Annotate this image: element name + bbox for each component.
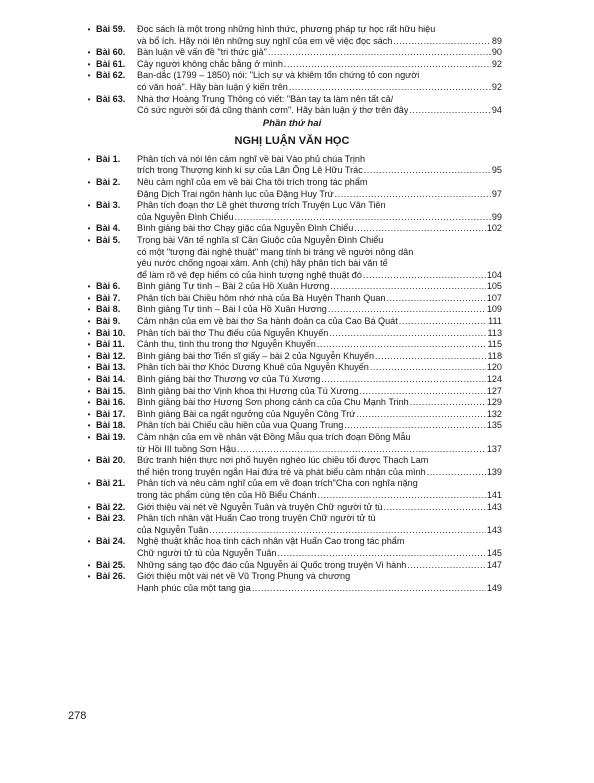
dot-leader (384, 502, 486, 514)
entry-text (137, 177, 502, 200)
dot-leader (354, 223, 486, 235)
entry-line-text: Bình giảng bài thơ Chạy giặc của Nguyễn Đình Chiểu (137, 223, 354, 234)
bullet-icon: • (87, 25, 91, 34)
bullet-icon: • (87, 572, 91, 582)
toc-entry (82, 94, 502, 117)
toc-list-literary-essays (82, 154, 502, 595)
entry-number: Bài 25. (96, 559, 126, 570)
entry-text (137, 351, 502, 363)
bullet-icon: • (87, 433, 91, 442)
entry-number: Bài 18. (96, 420, 126, 431)
entry-number: Bài 15. (96, 385, 126, 396)
entry-line (137, 154, 502, 166)
dot-leader (237, 444, 486, 456)
entry-line (137, 455, 502, 467)
entry-line (137, 490, 502, 502)
entry-text (137, 235, 502, 281)
part-title: Phần thứ hai (262, 117, 322, 129)
entry-page-number: 118 (487, 350, 502, 361)
entry-number: Bài 5. (96, 234, 121, 245)
entry-text (137, 328, 502, 340)
toc-entry (82, 304, 502, 316)
toc-entry (82, 455, 502, 478)
entry-text (137, 536, 502, 559)
bullet-icon: • (87, 224, 91, 234)
entry-line (137, 339, 502, 351)
entry-page-number: 107 (486, 292, 502, 303)
toc-entry (82, 362, 502, 374)
dot-leader (409, 105, 490, 117)
bullet-icon: • (87, 48, 91, 58)
entry-line-text: Cảm nhận của em về bài thơ Sa hành đoản ca của Cao Bá Quát (137, 316, 398, 327)
entry-line (137, 409, 502, 421)
entry-line (137, 502, 502, 514)
entry-line (137, 328, 502, 340)
page-number: 278 (68, 710, 87, 722)
entry-line (137, 536, 502, 548)
entry-line-text: Giới thiệu vài nét về Nguyễn Tuân và truyện Chữ người tử tù (137, 501, 383, 512)
entry-line-text: Nhà thơ Hoàng Trung Thông có viết: "Bàn tay ta làm nên tất cả/ (137, 93, 394, 104)
entry-page-number: 89 (491, 35, 502, 46)
entry-page-number: 135 (486, 420, 502, 431)
bullet-icon: • (87, 59, 91, 69)
entry-number: Bài 22. (96, 501, 126, 512)
entry-line-text: Bình giảng bài thơ Tiến sĩ giấy – bài 2 của Nguyễn Khuyến (137, 350, 375, 361)
entry-line-text: Ban-dắc (1799 – 1850) nói: "Lịch sự và khiêm tốn chứng tỏ con người (137, 70, 420, 81)
entry-line (137, 560, 502, 572)
entry-line (137, 47, 502, 59)
toc-list-part-one (82, 24, 502, 117)
entry-line-text: của Nguyễn Đình Chiểu (137, 211, 234, 222)
bullet-icon: • (87, 328, 91, 338)
toc-entry (82, 420, 502, 432)
entry-text (137, 362, 502, 374)
entry-page-number: 92 (491, 81, 502, 92)
bullet-icon: • (87, 235, 91, 245)
toc-entry (82, 409, 502, 421)
entry-line-text: Bình giảng bài thơ Vịnh khoa thi Hương của Tú Xương (137, 385, 359, 396)
entry-text (137, 374, 502, 386)
entry-line (137, 571, 502, 583)
toc-entry (82, 281, 502, 293)
entry-text (137, 339, 502, 351)
entry-page-number: 109 (486, 304, 502, 315)
entry-line-text: yêu nước chống ngoại xâm. Anh (chị) hãy phân tích bài văn tế (137, 258, 388, 269)
entry-line-text: Bình giảng bài thơ Thương vợ của Tú Xương (137, 374, 321, 385)
bullet-icon: • (87, 282, 91, 292)
toc-entry (82, 386, 502, 398)
entry-number: Bài 60. (96, 47, 126, 58)
bullet-icon: • (87, 560, 91, 570)
entry-text (137, 94, 502, 117)
entry-line (137, 386, 502, 398)
entry-line-text: có một "tượng đài nghệ thuật" mang tính bi tráng về người nông dân (137, 246, 414, 257)
entry-line (137, 177, 502, 189)
toc-entry (82, 47, 502, 59)
dot-leader (317, 490, 485, 502)
dot-leader (317, 339, 487, 351)
entry-line (137, 478, 502, 490)
entry-line (137, 212, 502, 224)
entry-number: Bài 21. (96, 478, 126, 489)
entry-text (137, 513, 502, 536)
entry-text (137, 420, 502, 432)
entry-line (137, 397, 502, 409)
toc-entry (82, 293, 502, 305)
entry-line-text: để làm rõ vẻ đẹp hiếm có của hình tượng nghệ thuật đó (137, 269, 362, 280)
toc-entry (82, 374, 502, 386)
entry-line-text: của Nguyễn Tuân (137, 524, 209, 535)
dot-leader (330, 281, 485, 293)
table-of-contents (82, 24, 502, 594)
entry-number: Bài 11. (96, 339, 125, 350)
entry-page-number: 90 (491, 47, 502, 58)
entry-line (137, 70, 502, 82)
entry-number: Bài 20. (96, 455, 126, 466)
entry-line-text: Đặng Dịch Trai ngôn hành lục của Đặng Huy Trứ (137, 188, 334, 199)
toc-entry (82, 339, 502, 351)
entry-page-number: 143 (486, 524, 502, 535)
entry-page-number: 95 (491, 165, 502, 176)
dot-leader (427, 467, 486, 479)
dot-leader (399, 316, 487, 328)
toc-entry (82, 316, 502, 328)
entry-line (137, 36, 502, 48)
entry-line (137, 420, 502, 432)
entry-number: Bài 3. (96, 200, 121, 211)
entry-page-number: 132 (486, 408, 502, 419)
bullet-icon: • (87, 154, 91, 164)
entry-number: Bài 7. (96, 292, 121, 303)
entry-number: Bài 19. (96, 432, 126, 442)
entry-text (137, 281, 502, 293)
dot-leader (356, 409, 485, 421)
entry-line (137, 293, 502, 305)
entry-number: Bài 17. (96, 408, 126, 419)
entry-text (137, 478, 502, 501)
entry-text (137, 316, 502, 328)
entry-line-text: Trong bài Văn tế nghĩa sĩ Cần Giuộc của Nguyễn Đình Chiểu (137, 234, 384, 245)
bullet-icon: • (87, 71, 91, 81)
entry-line-text: Bình giảng Bài ca ngất ngưởng của Nguyễn Công Trứ (137, 408, 356, 419)
entry-line-text: Phân tích bài thơ Thu điếu của Nguyễn Khuyến (137, 327, 329, 338)
entry-line (137, 59, 502, 71)
entry-text (137, 409, 502, 421)
toc-entry (82, 536, 502, 559)
entry-page-number: 120 (486, 362, 502, 373)
entry-number: Bài 13. (96, 362, 126, 373)
entry-page-number: 92 (491, 58, 502, 69)
entry-page-number: 147 (486, 559, 502, 570)
entry-text (137, 223, 502, 235)
entry-line (137, 200, 502, 212)
dot-leader (289, 82, 491, 94)
bullet-icon: • (87, 317, 91, 327)
entry-line-text: Phân tích bài thơ Khóc Dương Khuê của Nguyễn Khuyến (137, 362, 369, 373)
dot-leader (328, 304, 486, 316)
entry-line (137, 189, 502, 201)
entry-page-number: 97 (491, 188, 502, 199)
entry-line-text: có văn hoá". Hãy bàn luận ý kiến trên (137, 81, 288, 92)
entry-page-number: 141 (486, 489, 502, 500)
entry-line-text: Bình giảng Tự tình – Bài I của Hồ Xuân Hương (137, 304, 327, 315)
entry-number: Bài 59. (96, 24, 126, 34)
entry-line-text: từ Hồi III tuồng Sơn Hậu (137, 443, 236, 454)
entry-text (137, 397, 502, 409)
entry-line (137, 467, 502, 479)
toc-entry (82, 560, 502, 572)
bullet-icon: • (87, 514, 91, 524)
entry-line-text: Nghệ thuật khắc hoạ tính cách nhân vật Huấn Cao trong tác phẩm (137, 536, 405, 547)
entry-line (137, 165, 502, 177)
bullet-icon: • (87, 94, 91, 104)
entry-number: Bài 6. (96, 281, 121, 292)
entry-line (137, 304, 502, 316)
bullet-icon: • (87, 456, 91, 466)
entry-line-text: Phân tích bài Chiếu cầu hiền của vua Quang Trung (137, 420, 344, 431)
bullet-icon: • (87, 201, 91, 211)
entry-page-number: 137 (486, 443, 502, 454)
entry-line-text: Bức tranh hiện thực nơi phố huyện nghèo lúc chiều tối được Thạch Lam (137, 455, 429, 466)
toc-entry (82, 502, 502, 514)
toc-entry (82, 223, 502, 235)
entry-page-number: 143 (486, 501, 502, 512)
entry-page-number: 127 (486, 385, 502, 396)
bullet-icon: • (87, 305, 91, 315)
toc-entry (82, 235, 502, 281)
entry-line-text: Nêu cảm nghĩ của em về bài Cha tôi trích trong tác phẩm (137, 176, 368, 187)
dot-leader (360, 386, 486, 398)
entry-line-text: Cây người không chắc bằng ở mình (137, 58, 283, 69)
entry-text (137, 59, 502, 71)
entry-line (137, 105, 502, 117)
entry-page-number: 99 (491, 211, 502, 222)
entry-number: Bài 23. (96, 513, 126, 524)
entry-text (137, 70, 502, 93)
entry-line-text: Phân tích và nói lên cảm nghĩ về bài Vào phủ chúa Trịnh (137, 153, 365, 164)
entry-line (137, 258, 502, 270)
entry-line-text: và bổ ích. Hãy nói lên những suy nghĩ của em về việc đọc sách (137, 35, 393, 46)
entry-page-number: 102 (486, 223, 502, 234)
entry-line (137, 223, 502, 235)
entry-page-number: 139 (486, 466, 502, 477)
section-title: NGHỊ LUẬN VĂN HỌC (234, 134, 350, 147)
entry-line-text: Phân tích đoạn thơ Lẽ ghét thương trích Truyện Lục Vân Tiên (137, 200, 386, 211)
entry-line (137, 281, 502, 293)
dot-leader (375, 351, 486, 363)
dot-leader (329, 328, 486, 340)
dot-leader (370, 362, 486, 374)
toc-entry (82, 200, 502, 223)
bullet-icon: • (87, 351, 91, 361)
toc-entry (82, 70, 502, 93)
dot-leader (393, 36, 491, 48)
entry-number: Bài 4. (96, 223, 121, 234)
entry-text (137, 455, 502, 478)
entry-text (137, 47, 502, 59)
entry-line-text: Phân tích và nêu cảm nghĩ của em về đoạn trích"Cha con nghĩa nặng (137, 478, 418, 489)
dot-leader (278, 548, 486, 560)
entry-line-text: Bình giảng bài thơ Hương Sơn phong cảnh ca của Chu Mạnh Trinh (137, 397, 409, 408)
entry-text (137, 560, 502, 572)
entry-line (137, 82, 502, 94)
bullet-icon: • (87, 386, 91, 396)
toc-entry (82, 513, 502, 536)
entry-line-text: Có sức người sỏi đá cũng thành cơm". Hãy bàn luận ý thơ trên đây (137, 105, 409, 116)
entry-page-number: 111 (488, 316, 502, 327)
entry-number: Bài 63. (96, 93, 126, 104)
entry-line-text: trích trong Thượng kinh kí sự của Lãn Ông Lê Hữu Trác (137, 165, 363, 176)
dot-leader (284, 59, 491, 71)
bullet-icon: • (87, 502, 91, 512)
entry-number: Bài 26. (96, 571, 126, 582)
entry-page-number: 129 (486, 397, 502, 408)
entry-number: Bài 14. (96, 374, 126, 385)
dot-leader (209, 525, 486, 537)
entry-page-number: 124 (486, 374, 502, 385)
entry-line (137, 316, 502, 328)
entry-page-number: 104 (486, 269, 502, 280)
toc-entry (82, 351, 502, 363)
toc-entry (82, 328, 502, 340)
toc-entry (82, 59, 502, 71)
entry-line-text: Đọc sách là một trong những hình thức, phương pháp tự học rất hữu hiệu (137, 24, 436, 34)
bullet-icon: • (87, 421, 91, 431)
entry-line (137, 525, 502, 537)
toc-entry (82, 24, 502, 47)
entry-line-text: Hạnh phúc của một tang gia (137, 582, 251, 593)
dot-leader (410, 397, 486, 409)
dot-leader (235, 212, 491, 224)
toc-entry (82, 571, 502, 594)
entry-text (137, 432, 502, 455)
entry-line (137, 247, 502, 259)
entry-number: Bài 12. (96, 350, 126, 361)
entry-number: Bài 10. (96, 327, 126, 338)
entry-line (137, 94, 502, 106)
entry-page-number: 113 (487, 327, 502, 338)
entry-line-text: trong tác phẩm cùng tên của Hồ Biểu Chánh (137, 489, 317, 500)
entry-line (137, 513, 502, 525)
entry-text (137, 304, 502, 316)
dot-leader (335, 189, 491, 201)
entry-text (137, 502, 502, 514)
entry-page-number: 105 (486, 281, 502, 292)
bullet-icon: • (87, 409, 91, 419)
entry-text (137, 386, 502, 398)
entry-text (137, 200, 502, 223)
bullet-icon: • (87, 398, 91, 408)
toc-entry (82, 177, 502, 200)
entry-line-text: Chữ người tử tù của Nguyễn Tuân (137, 547, 277, 558)
entry-line (137, 548, 502, 560)
entry-page-number: 145 (486, 547, 502, 558)
entry-page-number: 94 (491, 105, 502, 116)
dot-leader (364, 165, 491, 177)
dot-leader (268, 47, 491, 59)
entry-line-text: thể hiện trong truyện ngắn Hai đứa trẻ và phát biểu cảm nhận của mình (137, 466, 426, 477)
entry-line (137, 270, 502, 282)
entry-line (137, 351, 502, 363)
bullet-icon: • (87, 375, 91, 385)
entry-line-text: Phân tích nhân vật Huấn Cao trong truyện Chữ người tử tù (137, 513, 376, 524)
entry-line (137, 583, 502, 595)
bullet-icon: • (87, 537, 91, 547)
entry-number: Bài 9. (96, 316, 121, 327)
dot-leader (407, 560, 485, 572)
entry-line-text: Cảm nhận của em về nhân vật Đồng Mẫu qua trích đoạn Đồng Mẫu (137, 432, 411, 442)
entry-line-text: Giới thiệu một vài nét về Vũ Trọng Phụng và chương (137, 571, 351, 582)
entry-line-text: Phân tích bài Chiều hôm nhớ nhà của Bà Huyện Thanh Quan (137, 292, 386, 303)
toc-entry (82, 478, 502, 501)
bullet-icon: • (87, 363, 91, 373)
dot-leader (344, 420, 486, 432)
bullet-icon: • (87, 479, 91, 489)
entry-line (137, 24, 502, 36)
entry-number: Bài 1. (96, 153, 121, 164)
entry-line (137, 374, 502, 386)
entry-number: Bài 2. (96, 176, 121, 187)
entry-text (137, 24, 502, 47)
dot-leader (386, 293, 485, 305)
entry-number: Bài 62. (96, 70, 126, 81)
toc-entry (82, 397, 502, 409)
dot-leader (252, 583, 486, 595)
bullet-icon: • (87, 293, 91, 303)
entry-page-number: 149 (486, 582, 502, 593)
entry-text (137, 154, 502, 177)
bullet-icon: • (87, 177, 91, 187)
entry-line-text: Bàn luận về vấn đề "tri thức giả" (137, 47, 267, 58)
entry-line (137, 235, 502, 247)
dot-leader (321, 374, 485, 386)
entry-line (137, 444, 502, 456)
entry-line (137, 362, 502, 374)
entry-number: Bài 8. (96, 304, 121, 315)
dot-leader (363, 270, 486, 282)
entry-line-text: Những sáng tạo độc đáo của Nguyễn ái Quốc trong truyện Vi hành (137, 559, 407, 570)
entry-number: Bài 24. (96, 536, 126, 547)
entry-text (137, 571, 502, 594)
entry-line (137, 432, 502, 444)
entry-line-text: Bình giảng Tự tình – Bài 2 của Hồ Xuân Hương (137, 281, 330, 292)
toc-entry (82, 432, 502, 455)
bullet-icon: • (87, 340, 91, 350)
entry-page-number: 115 (487, 339, 502, 350)
entry-number: Bài 16. (96, 397, 126, 408)
entry-text (137, 293, 502, 305)
entry-line-text: Cảnh thu, tình thu trong thơ Nguyễn Khuyến (137, 339, 316, 350)
toc-entry (82, 154, 502, 177)
entry-number: Bài 61. (96, 58, 126, 69)
